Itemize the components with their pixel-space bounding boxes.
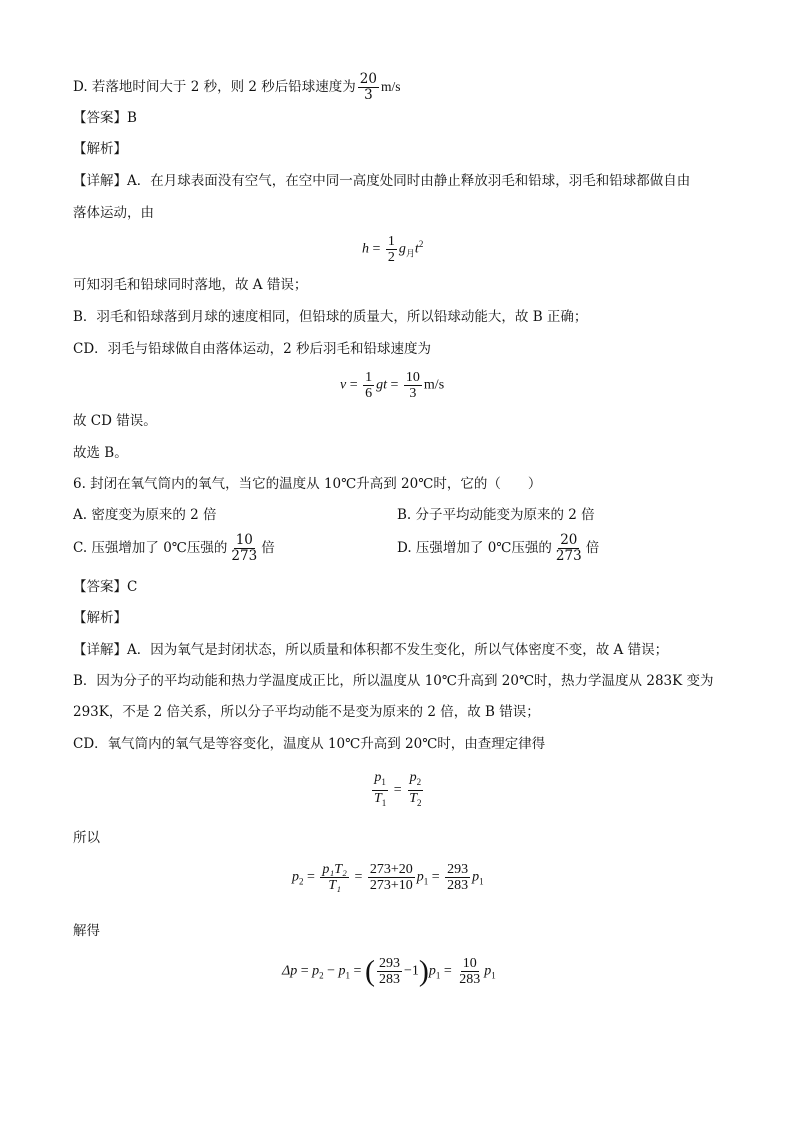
q6-option-d: D. 压强增加了 0℃压强的 $\frac{20}{273}$ 倍 <box>397 532 600 564</box>
q5-option-b-explain: B．羽毛和铅球落到月球的速度相同，但铅球的质量大，所以铅球动能大，故 B 正确； <box>73 309 588 325</box>
q5-option-cd-explain: CD．羽毛与铅球做自由落体运动，2 秒后羽毛和铅球速度为 <box>73 341 432 357</box>
q5-cd-conclusion: 故 CD 错误。 <box>73 413 157 429</box>
q6-detail-a: 【详解】A．因为氧气是封闭状态，所以质量和体积都不发生变化，所以气体密度不变，故 A 错误； <box>73 642 669 658</box>
q6-so: 所以 <box>73 830 100 846</box>
q6-stem: 6. 封闭在氧气筒内的氧气，当它的温度从 10℃升高到 20℃时，它的（ ） <box>73 476 542 492</box>
equation-5: $\Delta p = p_2 - p_1$ = ( $\frac{293}{283}$ $-1)p_1$ = $\frac{10}{283}$ $p_1$ <box>282 954 496 988</box>
q6-detail-cd: CD．氧气筒内的氧气是等容变化，温度从 10℃升高到 20℃时，由查理定律得 <box>73 736 546 752</box>
q6-option-b: B. 分子平均动能变为原来的 2 倍 <box>397 507 595 523</box>
q6-analysis: 【解析】 <box>73 610 127 626</box>
q6-detail-b2: 293K，不是 2 倍关系，所以分子平均动能不是变为原来的 2 倍，故 B 错误； <box>73 704 540 720</box>
equation-4: $p_2$ = $\frac{\text{p₁T₂}}{\text{T₁}}$ = $\frac{273+20}{273+10}$ $p_1$ = $\frac{293}{283}$ $p_1$ <box>292 862 484 893</box>
q6-answer: 【答案】C <box>73 579 138 595</box>
q6-solve: 解得 <box>73 923 100 939</box>
q6-option-a: A. 密度变为原来的 2 倍 <box>73 507 217 523</box>
equation-3: $\frac{p_1}{T_1}$ = $\frac{p_2}{T_2}$ <box>374 770 422 808</box>
q5-answer: 【答案】B <box>73 110 137 126</box>
q6-option-c: C. 压强增加了 0℃压强的 $\frac{10}{273}$ 倍 <box>73 532 275 564</box>
q5-choice: 故选 B。 <box>73 445 128 461</box>
q5-detail-2: 落体运动，由 <box>73 205 154 221</box>
q5-analysis: 【解析】 <box>73 141 127 157</box>
q5-detail-1: 【详解】A．在月球表面没有空气，在空中同一高度处同时由静止释放羽毛和铅球，羽毛和铅球都做自由 <box>73 173 691 189</box>
fraction: $\frac{20}{3}$ <box>359 71 377 103</box>
q5-option-d: D. 若落地时间大于 2 秒，则 2 秒后铅球速度为 $\frac{20}{3}$ m/s <box>73 71 401 103</box>
q5-after-eq1: 可知羽毛和铅球同时落地，故 A 错误； <box>73 277 308 293</box>
equation-2: v = $\frac{1}{6}$ gt = $\frac{10}{3}$ m/s <box>340 370 445 401</box>
q6-detail-b1: B．因为分子的平均动能和热力学温度成正比，所以温度从 10℃升高到 20℃时，热力学温度从 283K 变为 <box>73 673 714 689</box>
equation-1: h = $\frac{1}{2}$ $g_月t^2$ <box>362 234 424 265</box>
